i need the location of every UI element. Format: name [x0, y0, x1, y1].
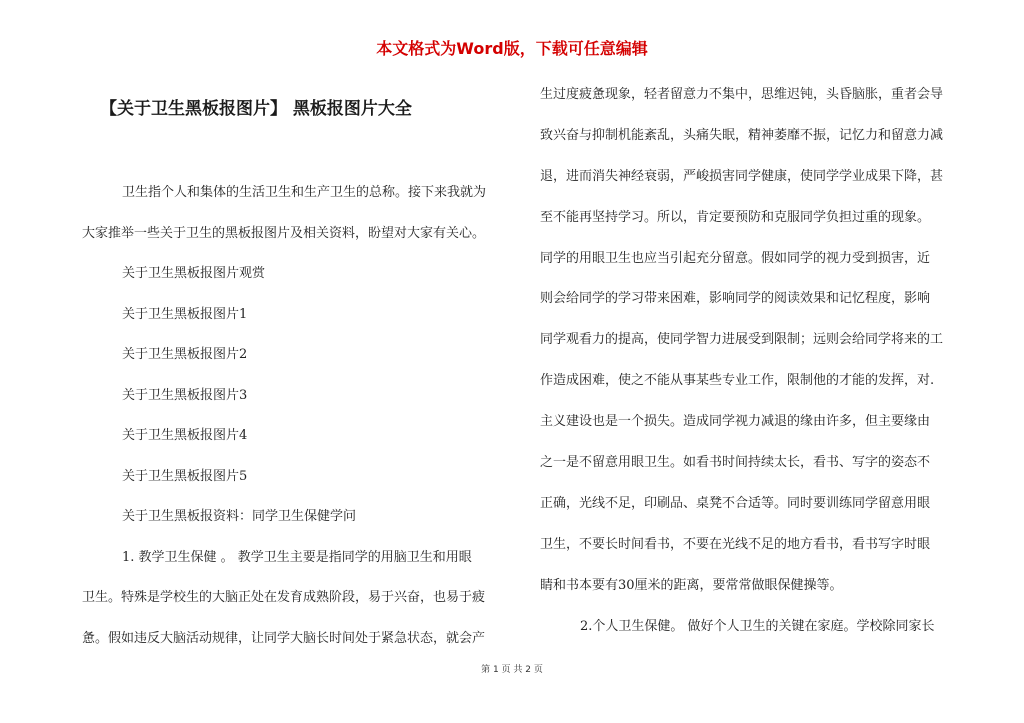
- image-caption: 关于卫生黑板报图片3: [122, 387, 248, 403]
- paragraph-line: 大家推举一些关于卫生的黑板报图片及相关资料，盼望对大家有关心。: [82, 225, 486, 241]
- paragraph-line: 同学的用眼卫生也应当引起充分留意。假如同学的视力受到损害，近: [540, 250, 931, 266]
- paragraph-line: 至不能再坚持学习。所以，肯定要预防和克服同学负担过重的现象。: [540, 209, 931, 225]
- paragraph-line: 卫生，不要长时间看书，不要在光线不足的地方看书，看书写字时眼: [540, 536, 931, 552]
- image-caption: 关于卫生黑板报图片5: [122, 468, 248, 484]
- paragraph-line: 作造成困难，使之不能从事某些专业工作，限制他的才能的发挥，对.: [540, 373, 935, 389]
- left-column: [82, 178, 502, 664]
- paragraph-line: 卫生指个人和集体的生活卫生和生产卫生的总称。接下来我就为: [122, 185, 487, 200]
- image-caption: 关于卫生黑板报图片4: [122, 428, 248, 443]
- paragraph-line: 则会给同学的学习带来困难，影响同学的阅读效果和记忆程度，影响: [540, 291, 931, 307]
- page-number: 第 1 页 共 2 页: [481, 665, 543, 675]
- paragraph-line: 同学观看力的提高，使同学智力进展受到限制；远则会给同学将来的工: [540, 332, 944, 348]
- image-caption: 关于卫生黑板报图片2: [122, 347, 248, 362]
- paragraph-line: 致兴奋与抑制机能紊乱，头痛失眠，精神萎靡不振，记忆力和留意力减: [540, 127, 944, 143]
- right-column: [540, 80, 960, 652]
- paragraph-line: 惫。假如违反大脑活动规律，让同学大脑长时间处于紧急状态，就会产: [82, 630, 486, 646]
- paragraph-line: 生过度疲惫现象，轻者留意力不集中，思维迟钝，头昏脑胀，重者会导: [540, 87, 944, 102]
- paragraph-line: 睛和书本要有30厘米的距离，要常常做眼保健操等。: [540, 577, 843, 593]
- download-banner: 本文格式为Word版，下载可任意编辑: [376, 39, 648, 58]
- paragraph-line: 正确，光线不足，印刷品、桌凳不合适等。同时要训练同学留意用眼: [540, 495, 931, 511]
- page-title: 【关于卫生黑板报图片】 黑板报图片大全: [100, 99, 412, 119]
- section-heading: 关于卫生黑板报资料：同学卫生保健学问: [122, 509, 357, 524]
- paragraph-line: 卫生。特殊是学校生的大脑正处在发育成熟阶段，易于兴奋，也易于疲: [82, 590, 486, 605]
- image-caption: 关于卫生黑板报图片1: [122, 306, 248, 322]
- paragraph-line: 主义建设也是一个损失。造成同学视力减退的缘由许多，但主要缘由: [540, 414, 931, 430]
- paragraph-line: 之一是不留意用眼卫生。如看书时间持续太长，看书、写字的姿态不: [540, 455, 931, 471]
- paragraph-line: 退，进而消失神经衰弱，严峻损害同学健康，使同学学业成果下降，甚: [540, 168, 944, 184]
- paragraph-line: 1. 教学卫生保健 。 教学卫生主要是指同学的用脑卫生和用眼: [122, 549, 472, 565]
- paragraph-line: 2.个人卫生保健。 做好个人卫生的关键在家庭。学校除同家长: [580, 618, 935, 634]
- section-heading: 关于卫生黑板报图片观赏: [122, 266, 266, 281]
